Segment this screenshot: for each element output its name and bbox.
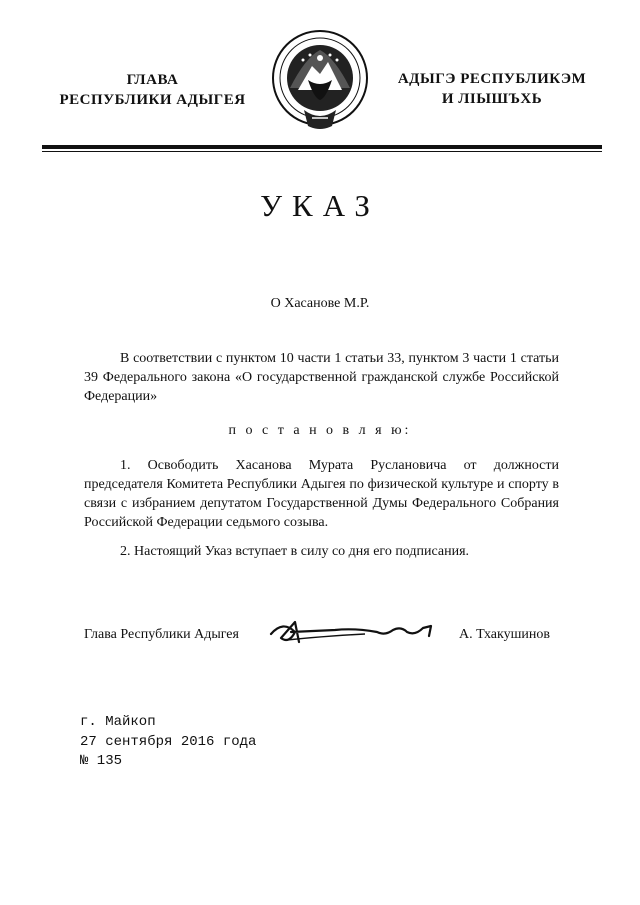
signatory-name: А. Тхакушинов — [459, 627, 550, 642]
preamble-paragraph: В соответствии с пунктом 10 части 1 статьи 33, пунктом 3 части 1 статьи 39 Федерального закона «О государственной гражданской службе Российской Федерации» — [84, 351, 559, 404]
header-left — [40, 70, 265, 110]
header-right-line1: АДЫГЭ РЕСПУБЛИКЭМ — [397, 71, 587, 87]
header-divider-thick — [42, 145, 602, 149]
document-subject: О Хасанове М.Р. — [270, 296, 370, 311]
handwritten-signature — [265, 612, 440, 652]
place-of-signing: г. Майкоп — [80, 714, 156, 730]
header-right-line2: И ЛІЫШЪХЬ — [441, 91, 543, 107]
header-left-line1: ГЛАВА — [126, 72, 179, 88]
decree-word: п о с т а н о в л я ю: — [228, 423, 412, 438]
header-right — [378, 69, 606, 109]
signatory-position: Глава Республики Адыгея — [84, 627, 239, 642]
decree-item-1: 1. Освободить Хасанова Мурата Руслановича от должности председателя Комитета Республики Адыгея по физической культуре и спорту в связи с избранием депутатом Государственной Думы Федерального Собрания Российской Федерации седьмого созыва. — [84, 458, 559, 530]
decree-item-2: 2. Настоящий Указ вступает в силу со дня его подписания. — [120, 544, 470, 559]
header-divider-thin — [42, 151, 602, 152]
decree-number: № 135 — [80, 753, 123, 769]
signing-date: 27 сентября 2016 года — [80, 734, 257, 750]
adygea-coat-of-arms-icon — [270, 28, 370, 134]
header-left-line2: РЕСПУБЛИКИ АДЫГЕЯ — [59, 92, 246, 108]
document-title: УКАЗ — [260, 188, 380, 223]
